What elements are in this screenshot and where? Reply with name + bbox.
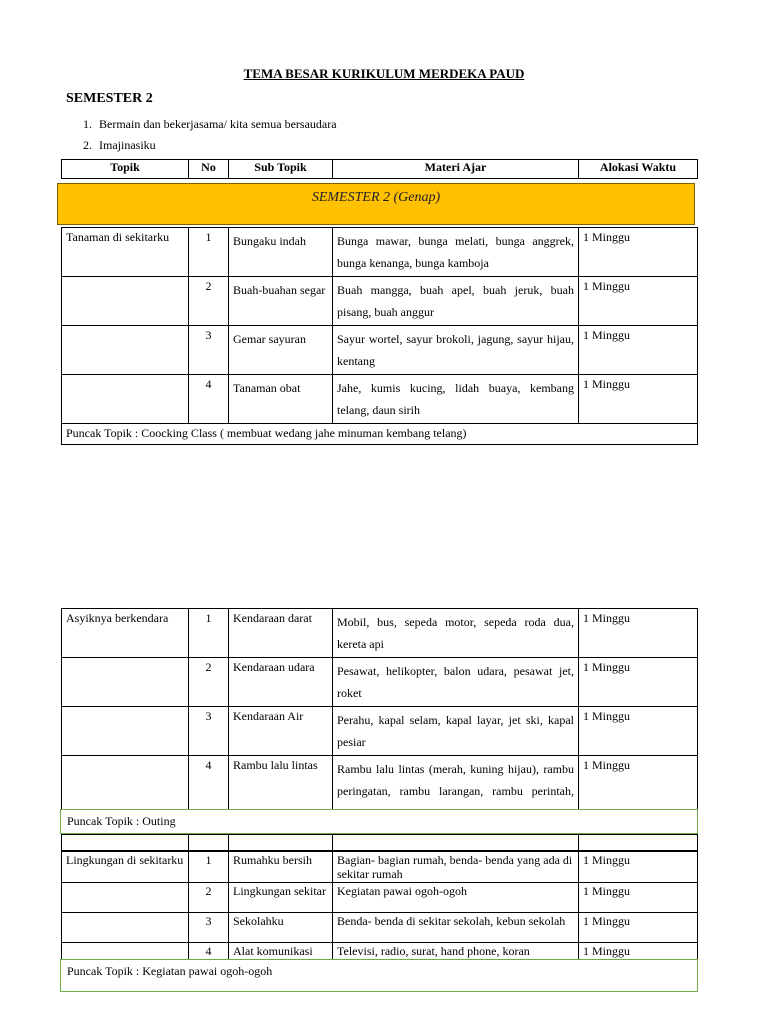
no-cell: 4 <box>189 943 229 960</box>
waktu-cell: 1 Minggu <box>579 326 698 375</box>
materi-cell: Bagian- bagian rumah, benda- benda yang ada di sekitar rumah <box>333 852 579 883</box>
no-cell: 1 <box>189 852 229 883</box>
materi-cell: Bunga mawar, bunga melati, bunga anggrek, bunga kenanga, bunga kamboja <box>333 228 579 277</box>
puncak-topik: Puncak Topik : Kegiatan pawai ogoh-ogoh <box>60 959 698 992</box>
header-table <box>61 159 698 179</box>
list-number: 2. <box>83 138 92 152</box>
no-cell: 1 <box>189 228 229 277</box>
sub-topic-cell: Rambu lalu lintas <box>229 756 333 827</box>
sub-topic-cell: Kendaraan darat <box>229 609 333 658</box>
materi-cell: Jahe, kumis kucing, lidah buaya, kembang telang, daun sirih <box>333 375 579 424</box>
waktu-cell: 1 Minggu <box>579 913 698 943</box>
materi-cell: Kegiatan pawai ogoh-ogoh <box>333 883 579 913</box>
topic-cell <box>62 277 189 326</box>
waktu-cell: 1 Minggu <box>579 375 698 424</box>
topic-cell <box>62 883 189 913</box>
no-cell: 3 <box>189 707 229 756</box>
theme-list-item <box>83 117 337 132</box>
semester-heading: SEMESTER 2 <box>66 91 153 106</box>
no-cell: 2 <box>189 883 229 913</box>
empty-cell <box>333 835 579 851</box>
table-row <box>62 326 698 375</box>
header-topik: Topik <box>62 160 189 179</box>
table-row <box>62 883 698 913</box>
table-row <box>62 913 698 943</box>
sub-topic-cell: Kendaraan Air <box>229 707 333 756</box>
list-number: 1. <box>83 117 92 131</box>
sub-topic-cell: Rumahku bersih <box>229 852 333 883</box>
table-row <box>62 375 698 424</box>
spacer-row-table <box>61 834 698 851</box>
sub-topic-cell: Lingkungan sekitar <box>229 883 333 913</box>
materi-cell: Televisi, radio, surat, hand phone, koran <box>333 943 579 960</box>
waktu-cell: 1 Minggu <box>579 658 698 707</box>
topic-table-tanaman <box>61 227 698 445</box>
topic-cell: Lingkungan di sekitarku <box>62 852 189 883</box>
no-cell: 2 <box>189 277 229 326</box>
materi-cell: Rambu lalu lintas (merah, kuning hijau), rambu peringatan, rambu larangan, rambu perintah, <box>333 756 579 827</box>
waktu-cell: 1 Minggu <box>579 756 698 827</box>
topic-cell <box>62 375 189 424</box>
topic-cell <box>62 658 189 707</box>
puncak-topik: Puncak Topik : Coocking Class ( membuat wedang jahe minuman kembang telang) <box>62 424 698 445</box>
table-row <box>62 852 698 883</box>
table-row <box>62 943 698 960</box>
no-cell: 4 <box>189 375 229 424</box>
materi-cell: Sayur wortel, sayur brokoli, jagung, sayur hijau, kentang <box>333 326 579 375</box>
topic-table-lingkungan <box>61 851 698 960</box>
table-row <box>62 609 698 658</box>
no-cell: 1 <box>189 609 229 658</box>
empty-cell <box>62 835 189 851</box>
puncak-row <box>62 424 698 445</box>
waktu-cell: 1 Minggu <box>579 228 698 277</box>
header-sub-topik: Sub Topik <box>229 160 333 179</box>
materi-cell: Benda- benda di sekitar sekolah, kebun sekolah <box>333 913 579 943</box>
waktu-cell: 1 Minggu <box>579 852 698 883</box>
table-row <box>62 707 698 756</box>
no-cell: 4 <box>189 756 229 827</box>
materi-cell: Buah mangga, buah apel, buah jeruk, buah pisang, buah anggur <box>333 277 579 326</box>
document-title: TEMA BESAR KURIKULUM MERDEKA PAUD <box>243 66 525 81</box>
waktu-cell: 1 Minggu <box>579 609 698 658</box>
sub-topic-cell: Bungaku indah <box>229 228 333 277</box>
waktu-cell: 1 Minggu <box>579 883 698 913</box>
materi-cell: Pesawat, helikopter, balon udara, pesawat jet, roket <box>333 658 579 707</box>
materi-cell: Mobil, bus, sepeda motor, sepeda roda dua, kereta api <box>333 609 579 658</box>
topic-table-berkendara <box>61 608 698 827</box>
no-cell: 3 <box>189 326 229 375</box>
list-text: Imajinasiku <box>99 138 156 152</box>
empty-cell <box>189 835 229 851</box>
topic-cell: Tanaman di sekitarku <box>62 228 189 277</box>
empty-cell <box>229 835 333 851</box>
waktu-cell: 1 Minggu <box>579 707 698 756</box>
sub-topic-cell: Kendaraan udara <box>229 658 333 707</box>
list-text: Bermain dan bekerjasama/ kita semua bersaudara <box>99 117 337 131</box>
waktu-cell: 1 Minggu <box>579 943 698 960</box>
waktu-cell: 1 Minggu <box>579 277 698 326</box>
header-materi-ajar: Materi Ajar <box>333 160 579 179</box>
sub-topic-cell: Alat komunikasi <box>229 943 333 960</box>
header-alokasi-waktu: Alokasi Waktu <box>579 160 698 179</box>
no-cell: 3 <box>189 913 229 943</box>
semester-banner: SEMESTER 2 (Genap) <box>57 183 695 225</box>
materi-cell: Perahu, kapal selam, kapal layar, jet ski, kapal pesiar <box>333 707 579 756</box>
table-row <box>62 658 698 707</box>
table-row <box>62 835 698 851</box>
sub-topic-cell: Tanaman obat <box>229 375 333 424</box>
topic-cell <box>62 913 189 943</box>
sub-topic-cell: Gemar sayuran <box>229 326 333 375</box>
no-cell: 2 <box>189 658 229 707</box>
table-row <box>62 277 698 326</box>
sub-topic-cell: Buah-buahan segar <box>229 277 333 326</box>
topic-cell <box>62 707 189 756</box>
topic-cell <box>62 326 189 375</box>
empty-cell <box>579 835 698 851</box>
topic-cell <box>62 943 189 960</box>
header-no: No <box>189 160 229 179</box>
table-row <box>62 228 698 277</box>
sub-topic-cell: Sekolahku <box>229 913 333 943</box>
theme-list-item <box>83 138 156 153</box>
puncak-topik: Puncak Topik : Outing <box>60 809 698 834</box>
topic-cell: Asyiknya berkendara <box>62 609 189 658</box>
